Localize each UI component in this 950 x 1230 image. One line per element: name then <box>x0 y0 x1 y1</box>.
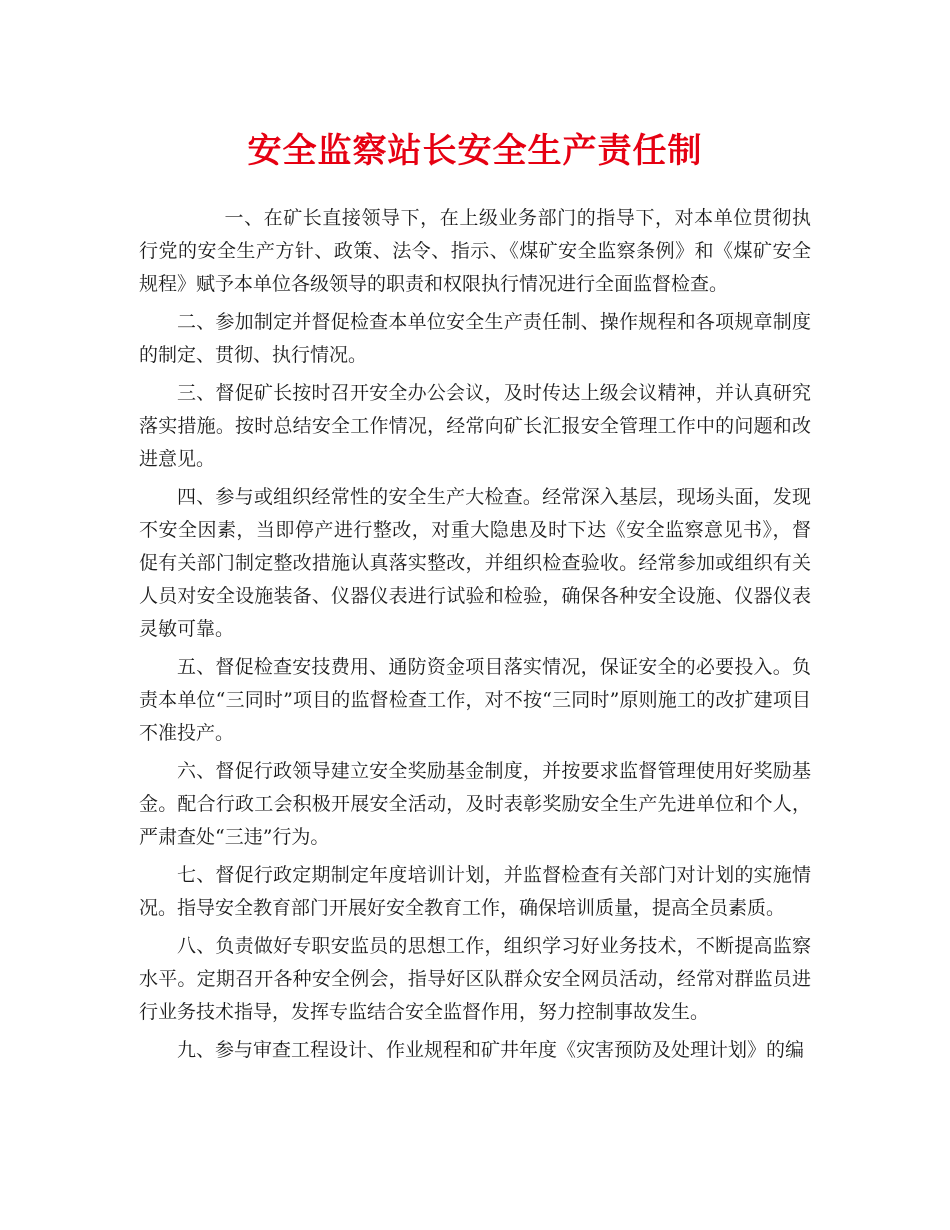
paragraph-8: 八、负责做好专职安监员的思想工作，组织学习好业务技术，不断提高监察水平。定期召开各种安全例会，指导好区队群众安全网员活动，经常对群监员进行业务技术指导，发挥专监结合安全监督作用，努力控制事故发生。 <box>139 935 811 1023</box>
document-body <box>139 202 811 1072</box>
paragraph-2: 二、参加制定并督促检查本单位安全生产责任制、操作规程和各项规章制度的制定、贯彻、执行情况。 <box>139 311 811 366</box>
paragraph-9: 九、参与审查工程设计、作业规程和矿井年度《灾害预防及处理计划》的编 <box>177 1039 805 1061</box>
paragraph-4: 四、参与或组织经常性的安全生产大检查。经常深入基层，现场头面，发现不安全因素，当即停产进行整改，对重大隐患及时下达《安全监察意见书》，督促有关部门制定整改措施认真落实整改，并组织检查验收。经常参加或组织有关人员对安全设施装备、仪器仪表进行试验和检验，确保各种安全设施、仪器仪表灵敏可靠。 <box>139 486 811 640</box>
paragraph-1: 一、在矿长直接领导下，在上级业务部门的指导下，对本单位贯彻执行党的安全生产方针、政策、法令、指示、《煤矿安全监察条例》和《煤矿安全规程》赋予本单位各级领导的职责和权限执行情况进行全面监督检查。 <box>139 207 811 295</box>
document-title: 安全监察站长安全生产责任制 <box>247 131 703 171</box>
paragraph-3: 三、督促矿长按时召开安全办公会议，及时传达上级会议精神，并认真研究落实措施。按时总结安全工作情况，经常向矿长汇报安全管理工作中的问题和改进意见。 <box>139 382 811 470</box>
paragraph-5: 五、督促检查安技费用、通防资金项目落实情况，保证安全的必要投入。负责本单位“三同时”项目的监督检查工作，对不按“三同时”原则施工的改扩建项目不准投产。 <box>139 656 811 744</box>
paragraph-6: 六、督促行政领导建立安全奖励基金制度，并按要求监督管理使用好奖励基金。配合行政工会积极开展安全活动，及时表彰奖励安全生产先进单位和个人，严肃查处“三违”行为。 <box>139 760 811 848</box>
paragraph-7: 七、督促行政定期制定年度培训计划，并监督检查有关部门对计划的实施情况。指导安全教育部门开展好安全教育工作，确保培训质量，提高全员素质。 <box>139 864 811 919</box>
